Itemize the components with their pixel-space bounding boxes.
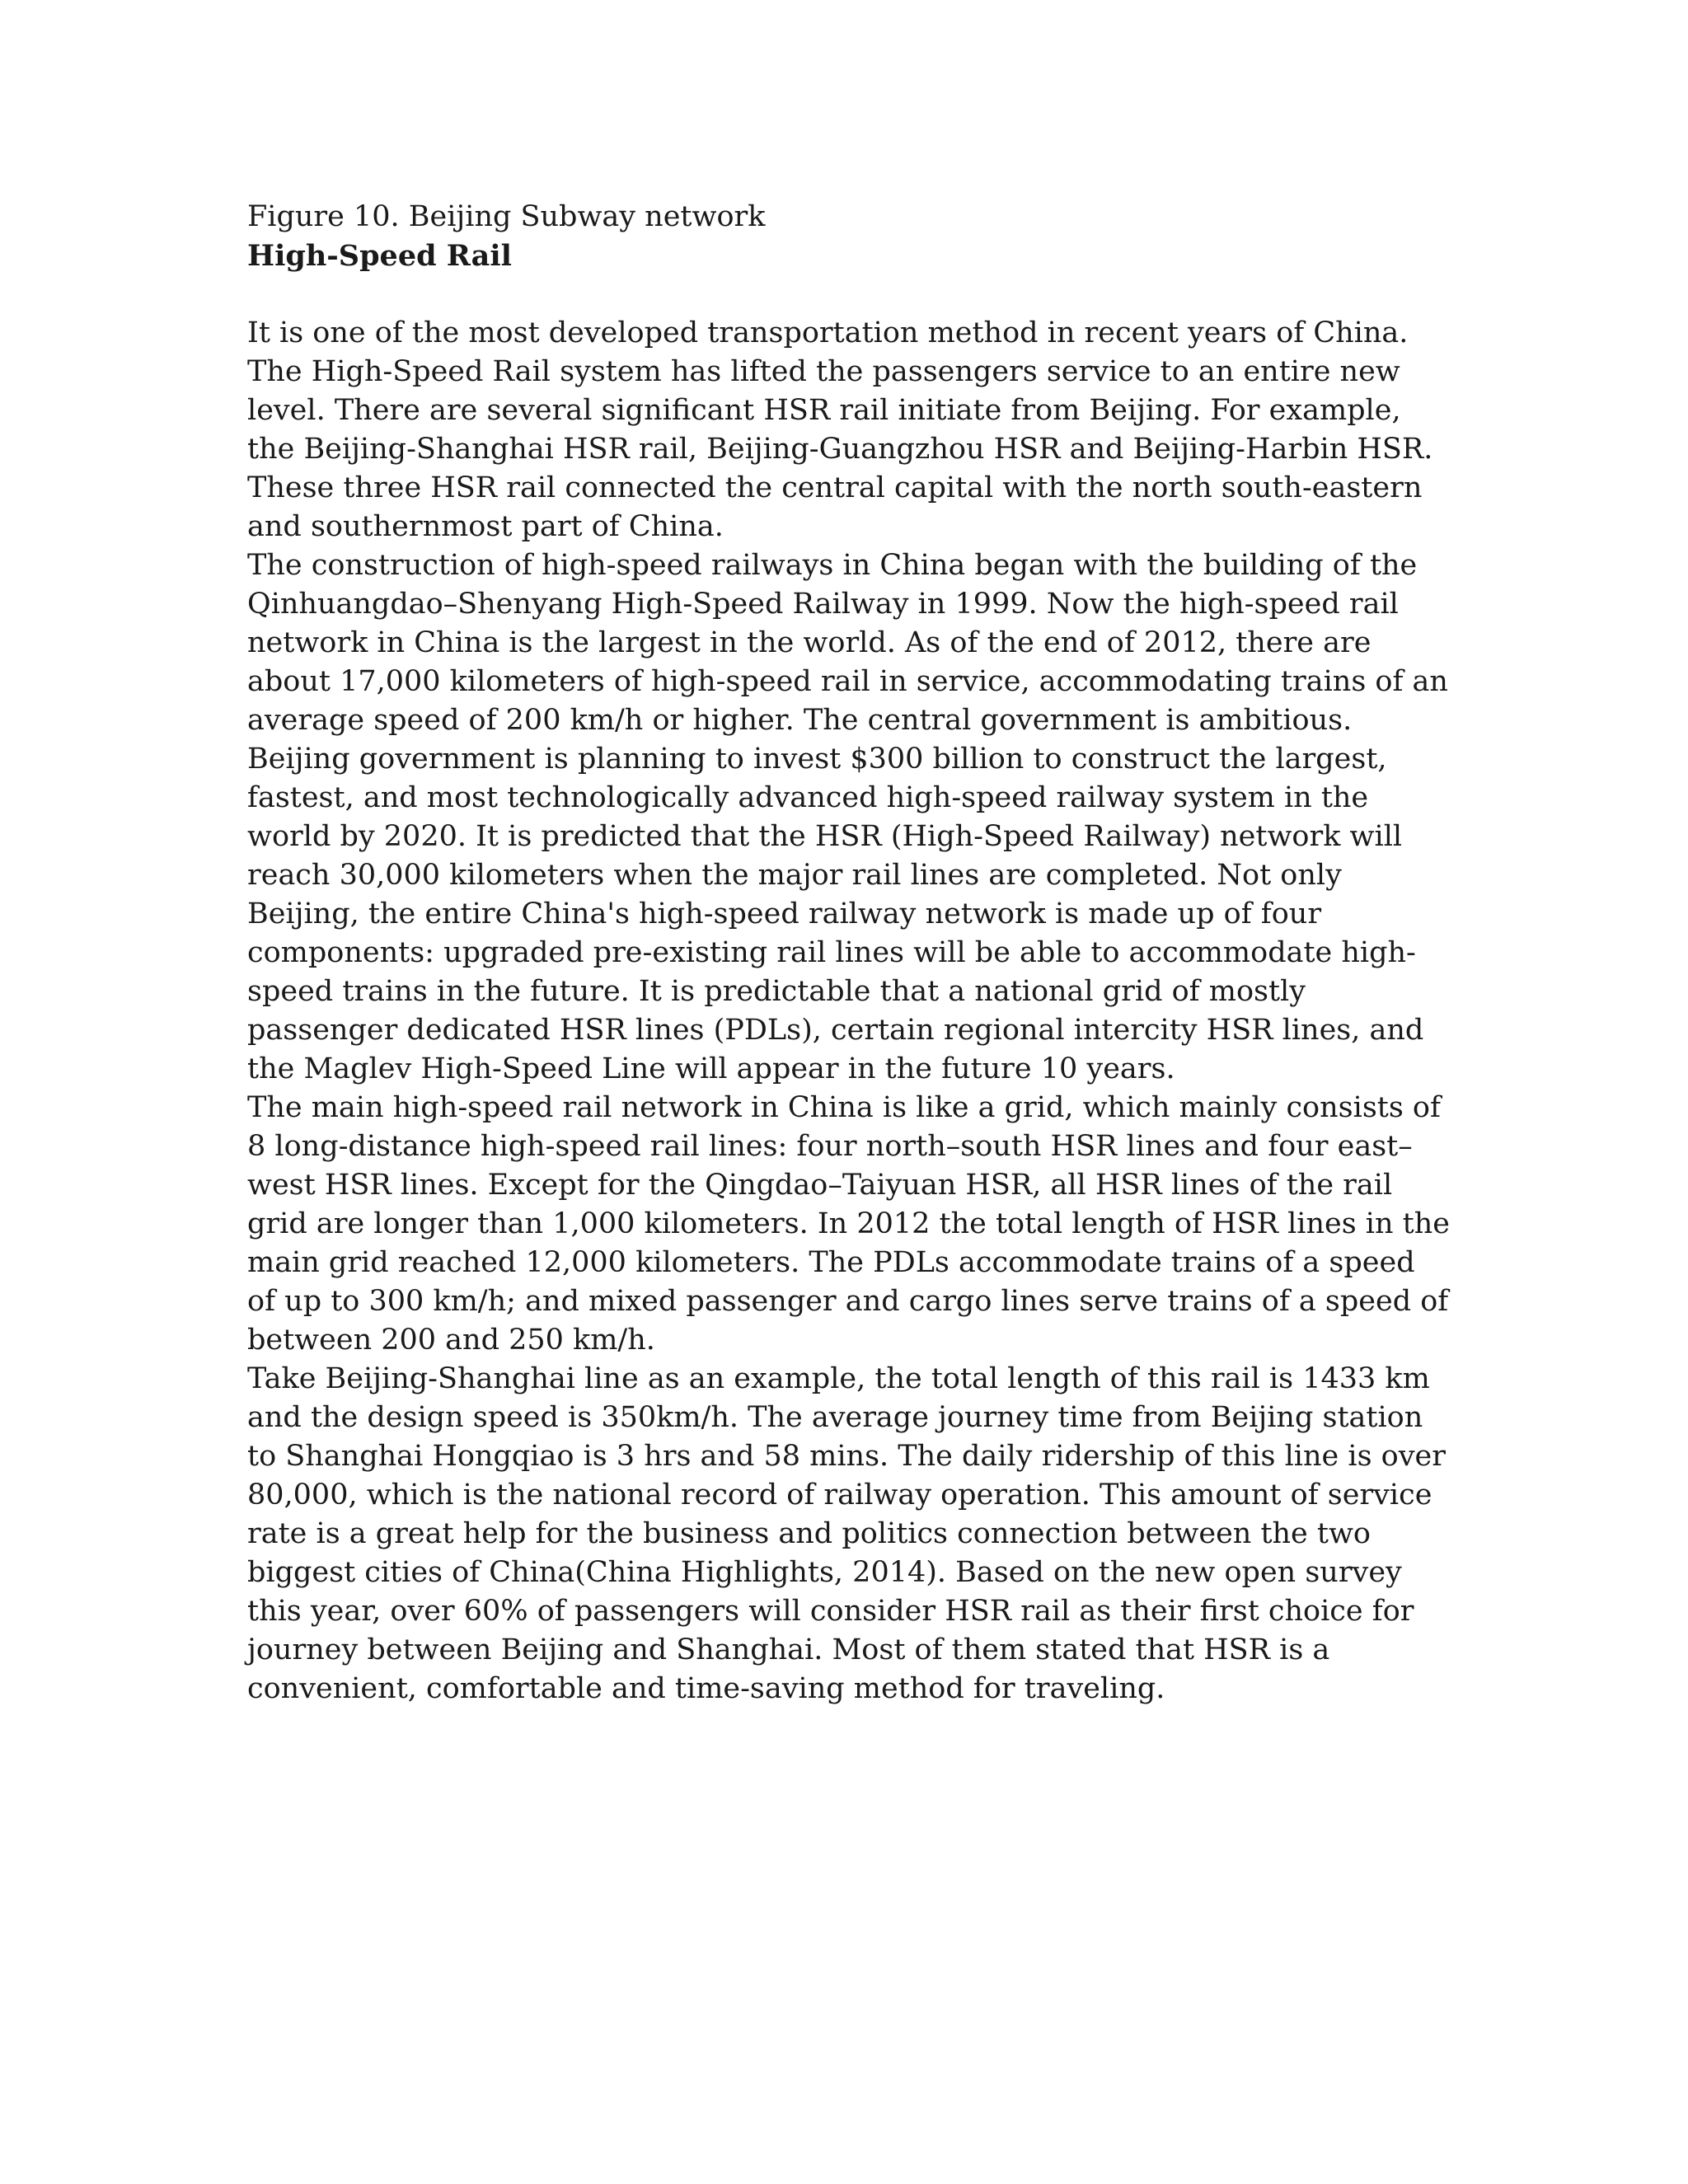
paragraph-intro: It is one of the most developed transportation method in recent years of China. The High-Speed Rail system has lifted the passengers service to an entire new level. There are several significant HSR rail initiate from Beijing. For example, the Beijing-Shanghai HSR rail, Beijing-Guangzhou HSR and Beijing-Harbin HSR. These three HSR rail connected the central capital with the north south-eastern and southernmost part of China. [247, 316, 1433, 543]
figure-caption: Figure 10. Beijing Subway network [247, 200, 766, 233]
section-heading: High-Speed Rail [247, 239, 512, 273]
paragraph-grid: The main high-speed rail network in China is like a grid, which mainly consists of 8 long-distance high-speed rail lines: four north–south HSR lines and four east–west HSR lines. Except for the Qingdao–Taiyuan HSR, all HSR lines of the rail grid are longer than 1,000 kilometers. In 2012 the total length of HSR lines in the main grid reached 12,000 kilometers. The PDLs accommodate trains of a speed of up to 300 km/h; and mixed passenger and cargo lines serve trains of a speed of between 200 and 250 km/h. [247, 1091, 1450, 1357]
paragraph-beijing-shanghai: Take Beijing-Shanghai line as an example, the total length of this rail is 1433 km and the design speed is 350km/h. The average journey time from Beijing station to Shanghai Hongqiao is 3 hrs and 58 mins. The daily ridership of this line is over 80,000, which is the national record of railway operation. This amount of service rate is a great help for the business and politics connection between the two biggest cities of China(China Highlights, 2014). Based on the new open survey this year, over 60% of passengers will consider HSR rail as their first choice for journey between Beijing and Shanghai. Most of them stated that HSR is a convenient, comfortable and time-saving method for traveling. [247, 1362, 1446, 1705]
document-body [247, 198, 1451, 1708]
paragraph-construction: The construction of high-speed railways in China began with the building of the Qinhuangdao–Shenyang High-Speed Railway in 1999. Now the high-speed rail network in China is the largest in the world. As of the end of 2012, there are about 17,000 kilometers of high-speed rail in service, accommodating trains of an average speed of 200 km/h or higher. The central government is ambitious. Beijing government is planning to invest $300 billion to construct the largest, fastest, and most technologically advanced high-speed railway system in the world by 2020. It is predicted that the HSR (High-Speed Railway) network will reach 30,000 kilometers when the major rail lines are completed. Not only Beijing, the entire China's high-speed railway network is made up of four components: upgraded pre-existing rail lines will be able to accommodate high-speed trains in the future. It is predictable that a national grid of mostly passenger dedicated HSR lines (PDLs), certain regional intercity HSR lines, and the Maglev High-Speed Line will appear in the future 10 years. [247, 549, 1448, 1085]
